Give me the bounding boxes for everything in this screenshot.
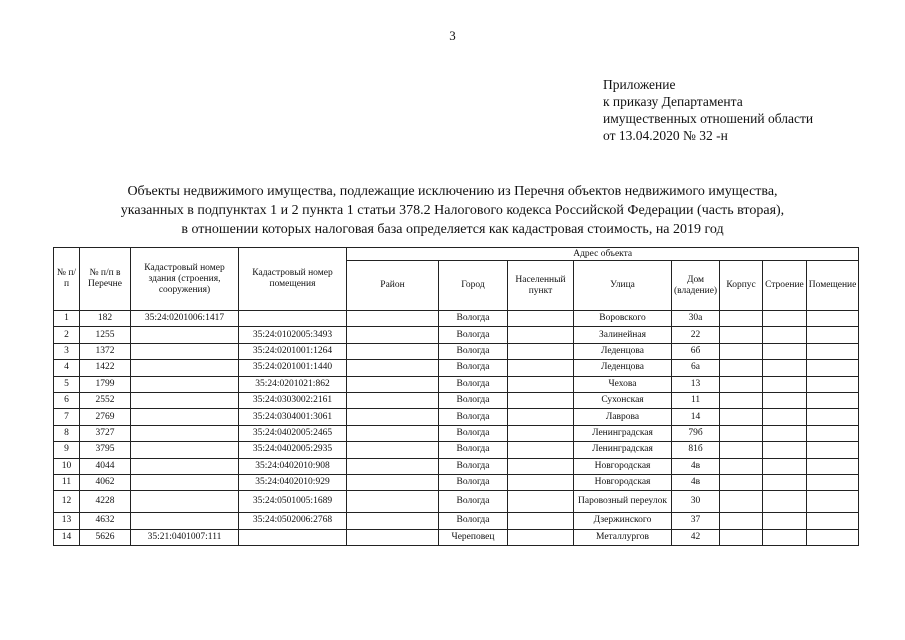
title-line: в отношении которых налоговая база определяется как кадастровая стоимость, на 2019 год <box>181 222 724 237</box>
cell-city: Вологда <box>439 474 508 490</box>
cell-pomeshchenie <box>806 458 859 474</box>
cell-pomeshchenie <box>806 442 859 458</box>
table-row <box>54 343 859 359</box>
cell-list-num: 4632 <box>80 513 131 529</box>
cell-city: Вологда <box>439 425 508 441</box>
header-building-cadastral: Кадастровый номер здания (строения, сооружения) <box>131 248 239 311</box>
header-pomeshchenie: Помещение <box>806 261 859 311</box>
cell-house: 6а <box>672 360 720 376</box>
cell-city: Вологда <box>439 409 508 425</box>
cell-city: Вологда <box>439 392 508 408</box>
cell-list-num: 4044 <box>80 458 131 474</box>
appendix-line: к приказу Департамента <box>603 94 743 109</box>
cell-building-cadastral: 35:24:0201006:1417 <box>131 311 239 327</box>
cell-street: Леденцова <box>574 343 672 359</box>
cell-house: 4в <box>672 458 720 474</box>
cell-premise-cadastral: 35:24:0502006:2768 <box>239 513 347 529</box>
cell-premise-cadastral: 35:24:0201021:862 <box>239 376 347 392</box>
cell-list-num: 1799 <box>80 376 131 392</box>
cell-city: Вологда <box>439 442 508 458</box>
cell-stroenie <box>763 458 807 474</box>
cell-stroenie <box>763 529 807 545</box>
cell-building-cadastral <box>131 491 239 513</box>
cell-settlement <box>508 529 574 545</box>
cell-stroenie <box>763 442 807 458</box>
cell-num: 3 <box>54 343 80 359</box>
cell-num: 13 <box>54 513 80 529</box>
appendix-block <box>603 76 813 144</box>
cell-pomeshchenie <box>806 311 859 327</box>
header-district: Район <box>347 261 439 311</box>
cell-stroenie <box>763 376 807 392</box>
cell-house: 81б <box>672 442 720 458</box>
cell-building-cadastral <box>131 327 239 343</box>
cell-building-cadastral <box>131 360 239 376</box>
cell-building-cadastral <box>131 376 239 392</box>
cell-building-cadastral <box>131 425 239 441</box>
cell-district <box>347 311 439 327</box>
cell-premise-cadastral <box>239 311 347 327</box>
cell-street: Паровозный переулок <box>574 491 672 513</box>
table-row <box>54 392 859 408</box>
cell-district <box>347 409 439 425</box>
cell-stroenie <box>763 327 807 343</box>
appendix-line: Приложение <box>603 77 676 92</box>
cell-pomeshchenie <box>806 409 859 425</box>
cell-building-cadastral <box>131 474 239 490</box>
cell-street: Ленинградская <box>574 425 672 441</box>
cell-list-num: 1372 <box>80 343 131 359</box>
cell-pomeshchenie <box>806 474 859 490</box>
cell-premise-cadastral: 35:24:0304001:3061 <box>239 409 347 425</box>
table-row <box>54 376 859 392</box>
cell-settlement <box>508 491 574 513</box>
table-row <box>54 442 859 458</box>
cell-building-cadastral <box>131 409 239 425</box>
cell-settlement <box>508 392 574 408</box>
cell-pomeshchenie <box>806 360 859 376</box>
cell-district <box>347 360 439 376</box>
cell-pomeshchenie <box>806 392 859 408</box>
cell-korpus <box>720 376 763 392</box>
cell-pomeshchenie <box>806 343 859 359</box>
cell-street: Леденцова <box>574 360 672 376</box>
cell-premise-cadastral: 35:24:0303002:2161 <box>239 392 347 408</box>
cell-korpus <box>720 442 763 458</box>
cell-list-num: 4062 <box>80 474 131 490</box>
cell-num: 4 <box>54 360 80 376</box>
cell-num: 7 <box>54 409 80 425</box>
header-house: Дом (владение) <box>672 261 720 311</box>
cell-list-num: 1422 <box>80 360 131 376</box>
cell-pomeshchenie <box>806 376 859 392</box>
cell-korpus <box>720 491 763 513</box>
cell-premise-cadastral: 35:24:0402010:929 <box>239 474 347 490</box>
cell-settlement <box>508 360 574 376</box>
cell-house: 13 <box>672 376 720 392</box>
document-title <box>40 182 865 239</box>
table-row <box>54 425 859 441</box>
objects-table <box>53 247 859 546</box>
cell-pomeshchenie <box>806 513 859 529</box>
cell-list-num: 182 <box>80 311 131 327</box>
cell-district <box>347 474 439 490</box>
table-row <box>54 409 859 425</box>
cell-house: 42 <box>672 529 720 545</box>
cell-district <box>347 513 439 529</box>
cell-korpus <box>720 327 763 343</box>
cell-stroenie <box>763 311 807 327</box>
cell-num: 11 <box>54 474 80 490</box>
cell-premise-cadastral: 35:24:0402005:2465 <box>239 425 347 441</box>
cell-num: 14 <box>54 529 80 545</box>
cell-premise-cadastral: 35:24:0402005:2935 <box>239 442 347 458</box>
table-row <box>54 458 859 474</box>
cell-pomeshchenie <box>806 491 859 513</box>
cell-list-num: 2769 <box>80 409 131 425</box>
cell-building-cadastral <box>131 392 239 408</box>
header-address: Адрес объекта <box>347 248 859 261</box>
cell-street: Лаврова <box>574 409 672 425</box>
header-list-num: № п/п в Перечне <box>80 248 131 311</box>
cell-settlement <box>508 376 574 392</box>
cell-pomeshchenie <box>806 529 859 545</box>
cell-city: Вологда <box>439 360 508 376</box>
cell-city: Вологда <box>439 491 508 513</box>
cell-house: 79б <box>672 425 720 441</box>
title-line: указанных в подпунктах 1 и 2 пункта 1 статьи 378.2 Налогового кодекса Российской Федерации (часть вторая), <box>120 203 785 218</box>
cell-korpus <box>720 474 763 490</box>
cell-district <box>347 529 439 545</box>
cell-settlement <box>508 311 574 327</box>
header-street: Улица <box>574 261 672 311</box>
cell-street: Новгородская <box>574 458 672 474</box>
cell-building-cadastral: 35:21:0401007:111 <box>131 529 239 545</box>
cell-district <box>347 491 439 513</box>
cell-district <box>347 327 439 343</box>
cell-street: Металлургов <box>574 529 672 545</box>
appendix-line: от 13.04.2020 № 32 -н <box>603 128 728 143</box>
cell-korpus <box>720 513 763 529</box>
cell-korpus <box>720 458 763 474</box>
cell-house: 30а <box>672 311 720 327</box>
cell-stroenie <box>763 513 807 529</box>
cell-street: Новгородская <box>574 474 672 490</box>
cell-street: Сухонская <box>574 392 672 408</box>
cell-stroenie <box>763 425 807 441</box>
cell-premise-cadastral: 35:24:0402010:908 <box>239 458 347 474</box>
cell-building-cadastral <box>131 343 239 359</box>
cell-premise-cadastral: 35:24:0201001:1440 <box>239 360 347 376</box>
cell-settlement <box>508 425 574 441</box>
title-line: Объекты недвижимого имущества, подлежащие исключению из Перечня объектов недвижимого имущества, <box>127 184 778 199</box>
cell-stroenie <box>763 409 807 425</box>
header-city: Город <box>439 261 508 311</box>
cell-list-num: 3795 <box>80 442 131 458</box>
cell-district <box>347 392 439 408</box>
cell-korpus <box>720 425 763 441</box>
cell-korpus <box>720 343 763 359</box>
table-row <box>54 360 859 376</box>
header-num: № п/п <box>54 248 80 311</box>
cell-city: Вологда <box>439 458 508 474</box>
cell-house: 30 <box>672 491 720 513</box>
cell-stroenie <box>763 491 807 513</box>
cell-list-num: 1255 <box>80 327 131 343</box>
cell-premise-cadastral: 35:24:0501005:1689 <box>239 491 347 513</box>
cell-city: Вологда <box>439 343 508 359</box>
cell-building-cadastral <box>131 513 239 529</box>
cell-settlement <box>508 474 574 490</box>
table-row <box>54 327 859 343</box>
cell-list-num: 4228 <box>80 491 131 513</box>
cell-korpus <box>720 311 763 327</box>
cell-house: 11 <box>672 392 720 408</box>
cell-korpus <box>720 360 763 376</box>
cell-list-num: 3727 <box>80 425 131 441</box>
cell-city: Череповец <box>439 529 508 545</box>
cell-stroenie <box>763 343 807 359</box>
cell-pomeshchenie <box>806 425 859 441</box>
table-row <box>54 513 859 529</box>
cell-list-num: 2552 <box>80 392 131 408</box>
cell-premise-cadastral: 35:24:0201001:1264 <box>239 343 347 359</box>
cell-city: Вологда <box>439 311 508 327</box>
cell-korpus <box>720 409 763 425</box>
cell-house: 6б <box>672 343 720 359</box>
cell-num: 8 <box>54 425 80 441</box>
cell-district <box>347 442 439 458</box>
table-row <box>54 311 859 327</box>
cell-building-cadastral <box>131 442 239 458</box>
cell-house: 14 <box>672 409 720 425</box>
cell-stroenie <box>763 360 807 376</box>
cell-building-cadastral <box>131 458 239 474</box>
cell-street: Ленинградская <box>574 442 672 458</box>
header-premise-cadastral: Кадастровый номер помещения <box>239 248 347 311</box>
cell-settlement <box>508 343 574 359</box>
cell-num: 5 <box>54 376 80 392</box>
cell-list-num: 5626 <box>80 529 131 545</box>
page-number: 3 <box>449 28 456 43</box>
cell-stroenie <box>763 474 807 490</box>
cell-settlement <box>508 442 574 458</box>
cell-settlement <box>508 327 574 343</box>
cell-house: 22 <box>672 327 720 343</box>
cell-settlement <box>508 458 574 474</box>
cell-district <box>347 343 439 359</box>
header-korpus: Корпус <box>720 261 763 311</box>
appendix-line: имущественных отношений области <box>603 111 814 126</box>
cell-pomeshchenie <box>806 327 859 343</box>
cell-num: 10 <box>54 458 80 474</box>
cell-premise-cadastral: 35:24:0102005:3493 <box>239 327 347 343</box>
cell-street: Залинейная <box>574 327 672 343</box>
cell-city: Вологда <box>439 376 508 392</box>
cell-korpus <box>720 392 763 408</box>
cell-street: Дзержинского <box>574 513 672 529</box>
cell-num: 1 <box>54 311 80 327</box>
cell-korpus <box>720 529 763 545</box>
cell-num: 12 <box>54 491 80 513</box>
cell-stroenie <box>763 392 807 408</box>
header-settlement: Населенный пункт <box>508 261 574 311</box>
cell-street: Воровского <box>574 311 672 327</box>
cell-district <box>347 458 439 474</box>
cell-settlement <box>508 513 574 529</box>
cell-num: 9 <box>54 442 80 458</box>
cell-settlement <box>508 409 574 425</box>
table-row <box>54 491 859 513</box>
cell-premise-cadastral <box>239 529 347 545</box>
table-row <box>54 529 859 545</box>
cell-house: 4в <box>672 474 720 490</box>
header-stroenie: Строение <box>763 261 807 311</box>
cell-city: Вологда <box>439 327 508 343</box>
cell-district <box>347 425 439 441</box>
cell-district <box>347 376 439 392</box>
cell-num: 6 <box>54 392 80 408</box>
cell-street: Чехова <box>574 376 672 392</box>
cell-city: Вологда <box>439 513 508 529</box>
cell-num: 2 <box>54 327 80 343</box>
table-row <box>54 474 859 490</box>
cell-house: 37 <box>672 513 720 529</box>
